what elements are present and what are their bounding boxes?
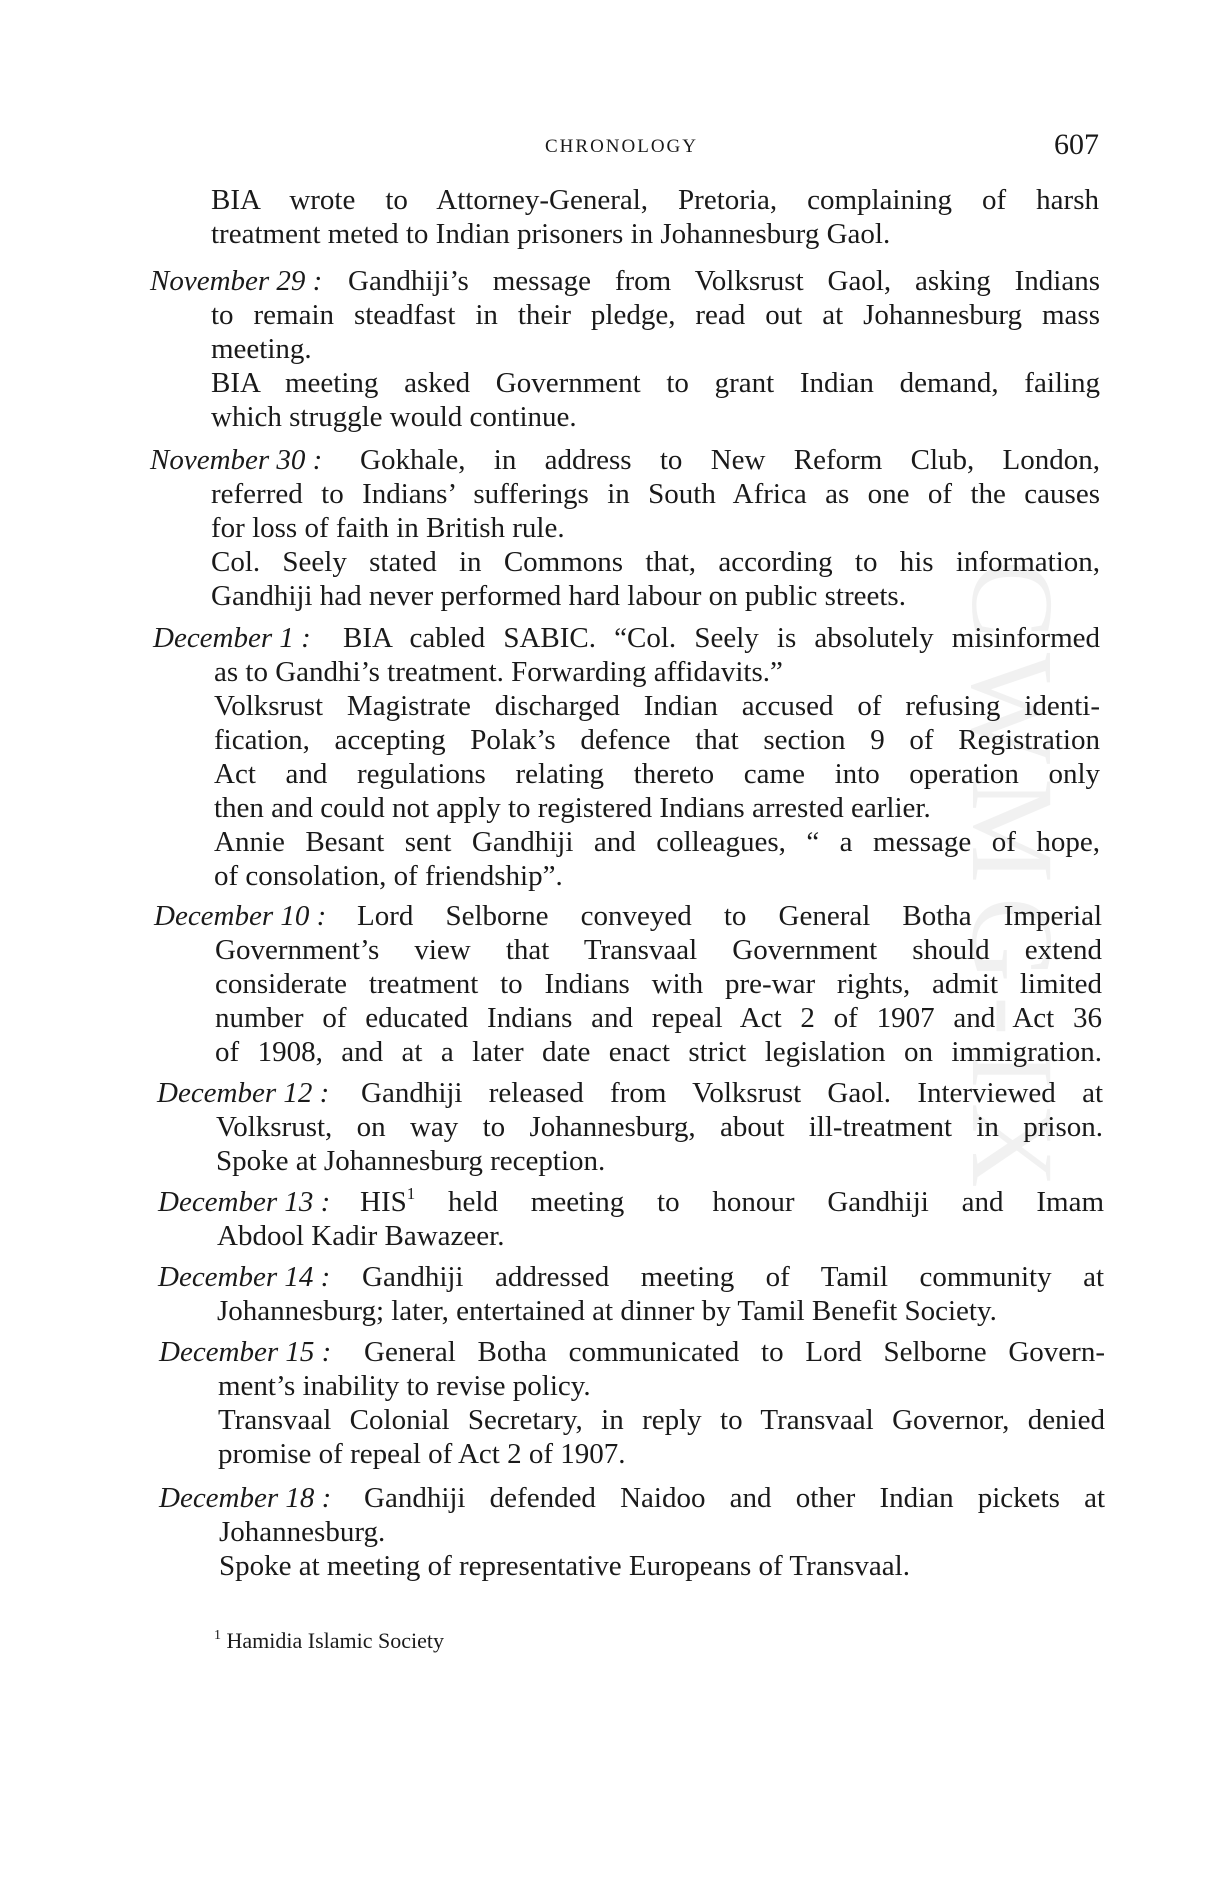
entry-line: of 1908, and at a later date enact strict legislation on immigration. bbox=[215, 1036, 1102, 1068]
footnote-mark: 1 bbox=[214, 1628, 221, 1643]
entry-line: Volksrust, on way to Johannesburg, about ill-treatment in prison. bbox=[216, 1111, 1103, 1143]
entry-line: to remain steadfast in their pledge, read out at Johannesburg mass bbox=[211, 299, 1100, 331]
footnote bbox=[214, 1628, 444, 1654]
entry-line: Gandhiji’s message from Volksrust Gaol, asking Indians bbox=[348, 265, 1100, 297]
entry-line: Gandhiji had never performed hard labour on public streets. bbox=[211, 580, 906, 612]
entry-line: promise of repeal of Act 2 of 1907. bbox=[218, 1438, 626, 1470]
entry-line: ment’s inability to revise policy. bbox=[218, 1370, 591, 1402]
running-header: CHRONOLOGY bbox=[545, 136, 698, 157]
entry-line bbox=[360, 1185, 1104, 1219]
entry-line: then and could not apply to registered Indians arrested earlier. bbox=[214, 792, 931, 824]
entry-line: Spoke at meeting of representative Europeans of Transvaal. bbox=[219, 1550, 910, 1582]
entry-date: December 15 : bbox=[159, 1336, 332, 1368]
entry-line: BIA cabled SABIC. “Col. Seely is absolutely misinformed bbox=[343, 622, 1100, 654]
entry-line: for loss of faith in British rule. bbox=[211, 512, 565, 544]
entry-line: fication, accepting Polak’s defence that section 9 of Registration bbox=[214, 724, 1100, 756]
entry-line: Gokhale, in address to New Reform Club, London, bbox=[360, 444, 1100, 476]
entry-line: Spoke at Johannesburg reception. bbox=[216, 1145, 606, 1177]
entry-date: December 18 : bbox=[159, 1482, 332, 1514]
entry-line: number of educated Indians and repeal Act 2 of 1907 and Act 36 bbox=[215, 1002, 1102, 1034]
footnote-text: Hamidia Islamic Society bbox=[221, 1628, 444, 1653]
entry-line: Gandhiji addressed meeting of Tamil community at bbox=[362, 1261, 1104, 1293]
entry-date: December 1 : bbox=[153, 622, 311, 654]
entry-date: November 30 : bbox=[150, 444, 323, 476]
entry-line: Volksrust Magistrate discharged Indian accused of refusing identi- bbox=[214, 690, 1100, 722]
entry-line: General Botha communicated to Lord Selborne Govern- bbox=[364, 1336, 1105, 1368]
entry-line: Lord Selborne conveyed to General Botha Imperial bbox=[357, 900, 1102, 932]
entry-line: Gandhiji defended Naidoo and other Indian pickets at bbox=[364, 1482, 1105, 1514]
entry-line: Johannesburg. bbox=[219, 1516, 386, 1548]
entry-line: BIA meeting asked Government to grant Indian demand, failing bbox=[211, 367, 1100, 399]
entry-line: BIA wrote to Attorney-General, Pretoria, complaining of harsh bbox=[211, 184, 1099, 216]
entry-date: December 13 : bbox=[158, 1186, 331, 1218]
entry-line: Abdool Kadir Bawazeer. bbox=[217, 1220, 505, 1252]
entry-line: referred to Indians’ sufferings in South Africa as one of the causes bbox=[211, 478, 1100, 510]
entry-line: Government’s view that Transvaal Government should extend bbox=[215, 934, 1102, 966]
entry-line: considerate treatment to Indians with pre-war rights, admit limited bbox=[215, 968, 1102, 1000]
entry-date: November 29 : bbox=[150, 265, 323, 297]
entry-date: December 14 : bbox=[158, 1261, 331, 1293]
watermark-text: CWMG-IX bbox=[947, 560, 1078, 1203]
entry-date: December 10 : bbox=[154, 900, 327, 932]
footnote-marker: 1 bbox=[406, 1184, 416, 1203]
entry-line: as to Gandhi’s treatment. Forwarding affidavits.” bbox=[214, 656, 783, 688]
entry-line: meeting. bbox=[211, 333, 312, 365]
page-number: 607 bbox=[1054, 128, 1099, 161]
entry-line: Col. Seely stated in Commons that, according to his information, bbox=[211, 546, 1100, 578]
abbreviation: HIS bbox=[360, 1186, 407, 1218]
entry-line: Act and regulations relating thereto came into operation only bbox=[214, 758, 1100, 790]
entry-line: Annie Besant sent Gandhiji and colleagues, “ a message of hope, bbox=[214, 826, 1100, 858]
entry-line: Gandhiji released from Volksrust Gaol. Interviewed at bbox=[361, 1077, 1103, 1109]
entry-line: Johannesburg; later, entertained at dinner by Tamil Benefit Society. bbox=[217, 1295, 997, 1327]
entry-line: which struggle would continue. bbox=[211, 401, 577, 433]
entry-line: treatment meted to Indian prisoners in Johannesburg Gaol. bbox=[211, 218, 891, 250]
entry-date: December 12 : bbox=[157, 1077, 330, 1109]
entry-text: held meeting to honour Gandhiji and Imam bbox=[415, 1186, 1104, 1218]
entry-line: of consolation, of friendship”. bbox=[214, 860, 563, 892]
entry-line: Transvaal Colonial Secretary, in reply to Transvaal Governor, denied bbox=[218, 1404, 1105, 1436]
